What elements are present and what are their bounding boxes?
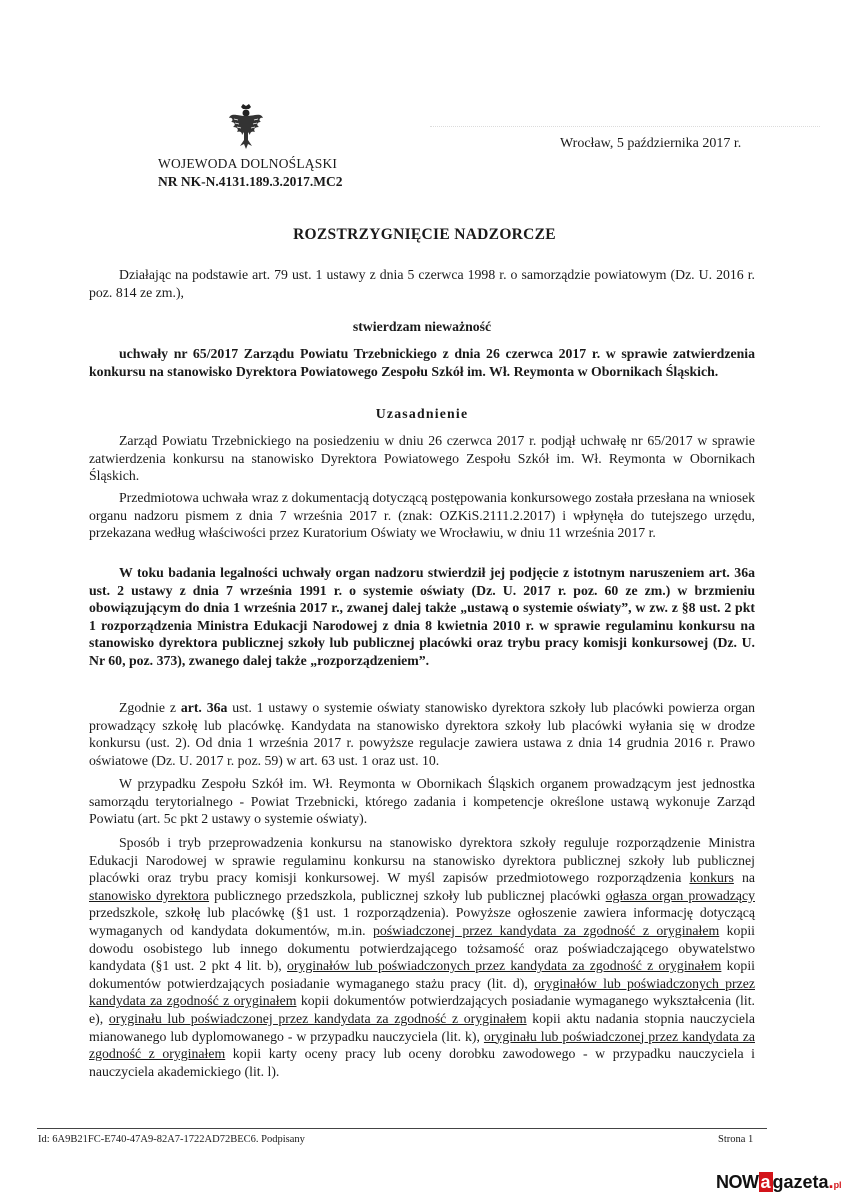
document-id: Id: 6A9B21FC-E740-47A9-82A7-1722AD72BEC6. Podpisany (38, 1134, 305, 1145)
p6-text-9: kopii karty oceny pracy lub oceny dorobku zawodowego - w przypadku nauczyciela i nauczyciela akademickiego (lit. l). (89, 1046, 755, 1079)
document-title: ROZSTRZYGNIĘCIE NADZORCZE (293, 226, 556, 243)
p6-underline-7: oryginału lub poświadczonej przez kandydata za zgodność z oryginałem (108, 1010, 527, 1026)
p6-text-5: kopii dowodu osobistego lub innego dokumentu potwierdzającego tożsamość oraz poświadczającego obywatelstwo kandydata (§1 ust. 2 pkt 4 lit. b), (89, 922, 756, 974)
p6-underline-1: konkurs (689, 870, 734, 886)
footer-divider (37, 1128, 767, 1129)
site-watermark-logo (716, 1170, 846, 1194)
justification-paragraph-6 (89, 834, 755, 1080)
p6-underline-5: oryginałów lub poświadczonych przez kandydata za zgodność z oryginałem (287, 958, 722, 974)
logo-part-gazeta: gazeta (772, 1172, 829, 1192)
justification-paragraph-1: Zarząd Powiatu Trzebnickiego na posiedzeniu w dniu 26 czerwca 2017 r. podjął uchwałę nr 65/2017 w sprawie zatwierdzenia konkursu na stanowisko Dyrektora Powiatowego Zespołu Szkół im. Wł. Reymonta w Obornikach Śląskich. (89, 433, 755, 484)
p6-text-2: na (733, 870, 755, 886)
justification-heading: Uzasadnienie (375, 406, 469, 421)
authority-name: WOJEWODA DOLNOŚLĄSKI (158, 156, 338, 171)
p6-text-6: kopii dokumentów potwierdzających posiadanie wymaganego stażu pracy (lit. d), (89, 958, 755, 991)
justification-paragraph-3: W toku badania legalności uchwały organ nadzoru stwierdził jej podjęcie z istotnym naruszeniem art. 36a ust. 2 ustawy z dnia 7 września 1991 r. o systemie oświaty (Dz. U. 2017 r. poz. 60 ze zm.) w brzmieniu obowiązującym do dnia 1 września 2017 r., zwanej dalej także „ustawą o systemie oświaty”, w zw. z §8 ust. 2 pkt 1 rozporządzenia Ministra Edukacji Narodowej z dnia 8 kwietnia 2010 r. w sprawie regulaminu konkursu na stanowisko dyrektora publicznej szkoły lub publicznej placówki oraz trybu pracy komisji konkursowej (Dz. U. Nr 60, poz. 373), zwanego dalej także „rozporządzeniem”. (89, 565, 755, 668)
logo-dot: . (828, 1172, 834, 1192)
legal-basis-paragraph: Działając na podstawie art. 79 ust. 1 ustawy z dnia 5 czerwca 1998 r. o samorządzie powiatowym (Dz. U. 2016 r. poz. 814 ze zm.), (89, 267, 755, 300)
paragraph-4-text-a: Zgodnie z (119, 700, 181, 715)
reference-number: NR NK-N.4131.189.3.2017.MC2 (158, 174, 343, 189)
justification-paragraph-5: W przypadku Zespołu Szkół im. Wł. Reymonta w Obornikach Śląskich organem prowadzącym jest jednostka samorządu terytorialnego - Powiat Trzebnicki, którego zadania i kompetencje określone ustawą wykonuje Zarząd Powiatu (art. 5c pkt 2 ustawy o systemie oświaty). (89, 776, 755, 827)
place-and-date: Wrocław, 5 października 2017 r. (560, 136, 742, 151)
p6-text-4: przedszkole, szkołę lub placówkę (§1 ust. 1 rozporządzenia). Powyższe ogłoszenie zawiera informację dotyczącą wymaganych od kandydata dokumentów, m.in. (89, 905, 755, 938)
paragraph-4-text-c: ust. 1 ustawy o systemie oświaty stanowisko dyrektora szkoły lub placówki powierza organ prowadzący szkołę lub placówkę. Kandydata na stanowisko dyrektora szkoły lub placówki wyłania się w drodze konkursu (ust. 2). Od dnia 1 września 2017 r. powyższe regulacje zawiera ustawa z dnia 14 grudnia 2016 r. Prawo oświatowe (Dz. U. 2017 r. poz. 59) w art. 63 ust. 1 oraz ust. 10. (89, 700, 756, 768)
decision-statement: stwierdzam nieważność (352, 319, 492, 334)
p6-underline-2: stanowisko dyrektora (89, 887, 210, 903)
p6-text-7: kopii dokumentów potwierdzających posiadanie wymaganego wykształcenia (lit. e), (89, 993, 755, 1026)
logo-part-now: NOW (716, 1172, 759, 1192)
p6-text-8: kopii aktu nadania stopnia nauczyciela mianowanego lub dyplomowanego - w przypadku nauczyciela (lit. k), (89, 1010, 755, 1044)
p6-text-3: publicznego przedszkola, publicznej szkoły lub publicznej placówki (209, 887, 606, 903)
resolution-paragraph: uchwały nr 65/2017 Zarządu Powiatu Trzebnickiego z dnia 26 czerwca 2017 r. w sprawie zatwierdzenia konkursu na stanowisko Dyrektora Powiatowego Zespołu Szkół im. Wł. Reymonta w Obornikach Śląskich. (89, 346, 755, 379)
paragraph-4-article-ref: art. 36a (180, 700, 228, 715)
polish-eagle-emblem-icon (228, 104, 264, 150)
logo-suffix: pl (833, 1180, 842, 1190)
justification-paragraph-4 (89, 699, 755, 769)
logo-part-a: a (760, 1172, 771, 1192)
p6-underline-8: oryginału lub poświadczonej przez kandydata za zgodność z oryginałem (89, 1028, 755, 1062)
scan-noise (430, 126, 820, 135)
p6-underline-4: poświadczonej przez kandydata za zgodność z oryginałem (373, 922, 720, 938)
page-number: Strona 1 (718, 1134, 754, 1145)
justification-paragraph-2: Przedmiotowa uchwała wraz z dokumentacją dotyczącą postępowania konkursowego została przesłana na wniosek organu nadzoru pismem z dnia 7 września 2017 r. (znak: OZKiS.2111.2.2017) i wpłynęła do tutejszego urzędu, przekazana według właściwości przez Kuratorium Oświaty we Wrocławiu, w dniu 11 września 2017 r. (89, 490, 755, 541)
p6-underline-6: oryginałów lub poświadczonych przez kandydata za zgodność z oryginałem (89, 975, 755, 1009)
p6-underline-3: ogłasza organ prowadzący (605, 887, 755, 903)
p6-text-1: Sposób i tryb przeprowadzenia konkursu na stanowisko dyrektora szkoły reguluje rozporządzenie Ministra Edukacji Narodowej w sprawie regulaminu konkursu na stanowisko dyrektora publicznej szkoły lub publicznej placówki oraz trybu pracy komisji konkursowej. W myśl zapisów przedmiotowego rozporządzenia (89, 835, 755, 886)
